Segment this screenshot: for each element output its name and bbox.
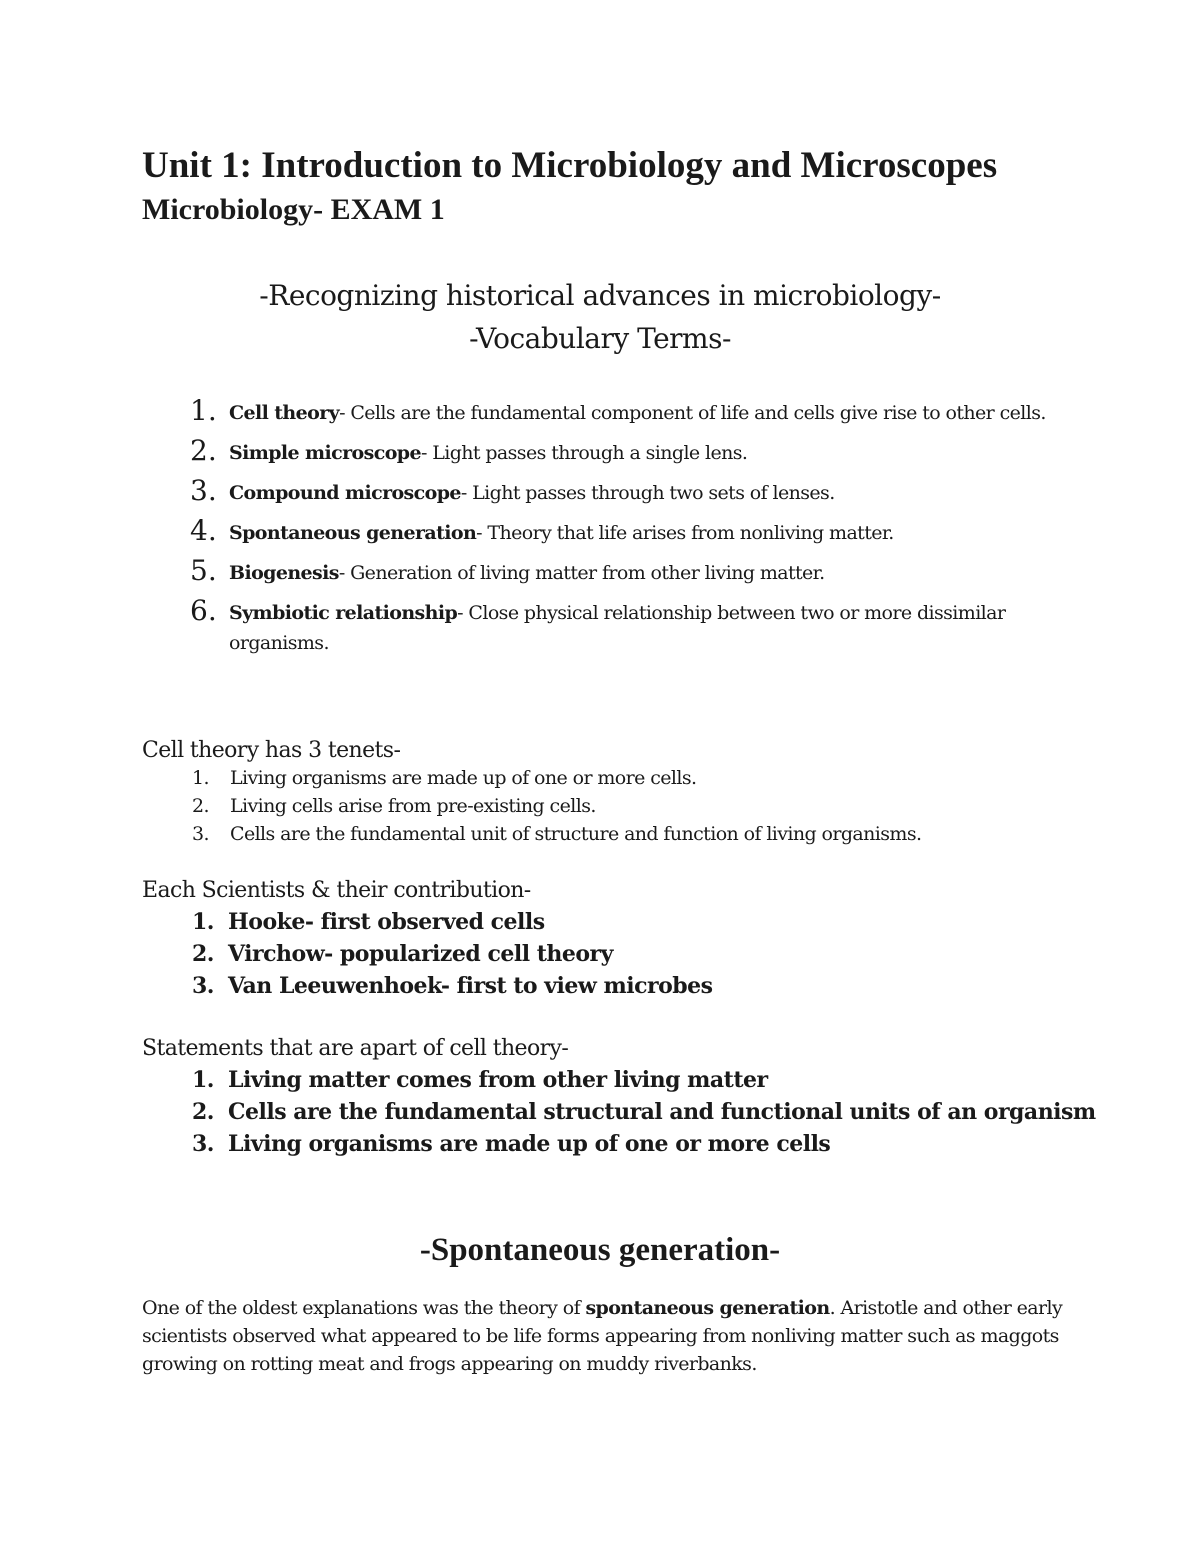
vocab-number: 1. — [190, 394, 217, 427]
vocab-item — [190, 554, 1050, 588]
statement-text: Living organisms are made up of one or more cells — [228, 1131, 831, 1157]
vocab-item — [190, 434, 1050, 468]
vocab-item — [190, 594, 1050, 658]
tenet-item — [192, 792, 921, 820]
tenet-text: Living cells arise from pre-existing cells. — [230, 795, 596, 817]
vocab-definition: - Cells are the fundamental component of life and cells give rise to other cells. — [339, 402, 1046, 424]
scientist-text: Hooke- first observed cells — [228, 909, 545, 935]
vocab-definition: - Light passes through two sets of lenses. — [460, 482, 835, 504]
historical-advances-heading: -Recognizing historical advances in microbiology- — [259, 279, 941, 312]
tenets-list — [192, 764, 921, 848]
vocabulary-terms-heading: -Vocabulary Terms- — [469, 322, 731, 355]
vocab-number: 2. — [190, 434, 217, 467]
document-subtitle: Microbiology- EXAM 1 — [142, 193, 445, 226]
scientists-heading: Each Scientists & their contribution- — [142, 878, 531, 903]
vocab-term: Cell theory — [229, 402, 340, 424]
tenet-text: Living organisms are made up of one or more cells. — [230, 767, 697, 789]
scientist-number: 3. — [192, 973, 214, 999]
vocab-term: Biogenesis — [229, 562, 339, 584]
scientist-number: 1. — [192, 909, 214, 935]
vocab-term: Symbiotic relationship — [229, 602, 458, 624]
paragraph-text-before: One of the oldest explanations was the theory of — [142, 1297, 586, 1319]
scientist-text: Virchow- popularized cell theory — [228, 941, 613, 967]
spontaneous-generation-paragraph — [142, 1294, 1072, 1378]
statement-number: 3. — [192, 1131, 214, 1157]
tenet-item — [192, 820, 921, 848]
statement-item — [192, 1128, 1096, 1160]
scientist-item — [192, 970, 713, 1002]
vocab-item — [190, 514, 1050, 548]
scientist-item — [192, 938, 713, 970]
tenet-number: 3. — [192, 823, 209, 845]
vocab-number: 5. — [190, 554, 217, 587]
vocab-definition: - Light passes through a single lens. — [420, 442, 748, 464]
spontaneous-generation-heading: -Spontaneous generation- — [419, 1232, 781, 1268]
vocab-term: Compound microscope — [229, 482, 461, 504]
paragraph-bold-term: spontaneous generation — [585, 1297, 830, 1319]
statement-item — [192, 1096, 1096, 1128]
vocab-definition: - Theory that life arises from nonliving matter. — [476, 522, 894, 544]
tenet-number: 1. — [192, 767, 209, 789]
scientist-number: 2. — [192, 941, 214, 967]
statement-text: Cells are the fundamental structural and functional units of an organism — [228, 1099, 1096, 1125]
tenet-number: 2. — [192, 795, 209, 817]
paragraph-text-after: . Aristotle and other early scientists observed what appeared to be life forms appearing from nonliving matter such as maggots growing on rotting meat and frogs appearing on muddy riverbanks. — [142, 1297, 1063, 1375]
vocab-definition: - Close physical relationship between two or more dissimilar organisms. — [229, 602, 1006, 654]
statements-list — [192, 1064, 1096, 1160]
tenets-heading: Cell theory has 3 tenets- — [142, 738, 401, 763]
vocab-item — [190, 394, 1050, 428]
scientist-item — [192, 906, 713, 938]
vocab-number: 3. — [190, 474, 217, 507]
vocab-definition: - Generation of living matter from other living matter. — [338, 562, 825, 584]
tenet-text: Cells are the fundamental unit of structure and function of living organisms. — [230, 823, 922, 845]
scientist-text: Van Leeuwenhoek- first to view microbes — [228, 973, 713, 999]
statement-number: 2. — [192, 1099, 214, 1125]
scientists-list — [192, 906, 713, 1002]
document-title: Unit 1: Introduction to Microbiology and Microscopes — [142, 145, 998, 186]
vocab-number: 6. — [190, 594, 217, 627]
statement-item — [192, 1064, 1096, 1096]
vocab-item — [190, 474, 1050, 508]
vocab-term: Simple microscope — [229, 442, 421, 464]
statements-heading: Statements that are apart of cell theory- — [142, 1036, 569, 1061]
statement-text: Living matter comes from other living matter — [228, 1067, 768, 1093]
statement-number: 1. — [192, 1067, 214, 1093]
vocab-number: 4. — [190, 514, 217, 547]
vocabulary-list — [190, 394, 1050, 668]
vocab-term: Spontaneous generation — [229, 522, 477, 544]
tenet-item — [192, 764, 921, 792]
